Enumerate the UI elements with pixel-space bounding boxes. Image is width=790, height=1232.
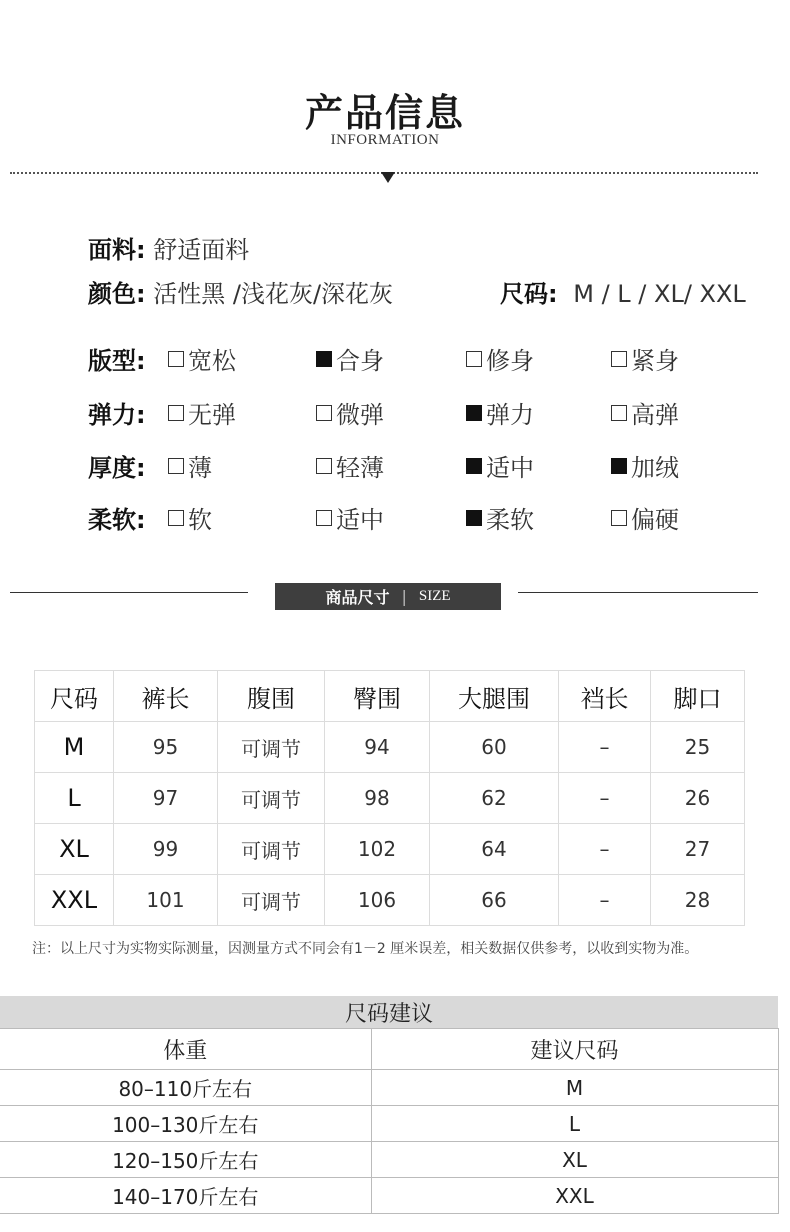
fabric-row xyxy=(88,230,249,265)
size-banner-label: 商品尺寸 xyxy=(325,588,390,607)
attribute-option-label: 微弹 xyxy=(336,401,384,429)
table-row xyxy=(35,875,745,926)
attribute-option-label: 适中 xyxy=(336,506,384,534)
attribute-option xyxy=(611,395,679,430)
unchecked-box-icon xyxy=(466,351,482,367)
attribute-option xyxy=(168,448,212,483)
attribute-option xyxy=(168,341,236,376)
attribute-option xyxy=(316,448,384,483)
table-row xyxy=(35,722,745,773)
table-cell: M xyxy=(35,722,114,773)
color-value: 活性黑 /浅花灰/深花灰 xyxy=(153,280,394,308)
table-cell: – xyxy=(559,875,651,926)
table-cell: 可调节 xyxy=(218,875,325,926)
attribute-option-label: 轻薄 xyxy=(336,454,384,482)
table-cell: XXL xyxy=(371,1178,778,1214)
size-label: 尺码: xyxy=(500,280,558,308)
color-label: 颜色: xyxy=(88,280,146,308)
recommendation-table xyxy=(0,1028,779,1214)
attribute-option xyxy=(466,395,534,430)
table-cell: 62 xyxy=(430,773,559,824)
table-header-row xyxy=(0,1029,778,1070)
table-cell: XXL xyxy=(35,875,114,926)
table-cell: 26 xyxy=(651,773,745,824)
attribute-option-label: 紧身 xyxy=(631,347,679,375)
table-header-row xyxy=(35,671,745,722)
table-row xyxy=(0,1070,778,1106)
column-header: 体重 xyxy=(0,1029,371,1070)
attribute-option-label: 柔软 xyxy=(486,506,534,534)
table-cell: 98 xyxy=(325,773,430,824)
attribute-label: 版型: xyxy=(88,347,146,375)
recommendation-title: 尺码建议 xyxy=(0,996,778,1028)
attribute-option xyxy=(466,448,534,483)
page-subtitle: INFORMATION xyxy=(330,132,440,148)
table-row xyxy=(0,1178,778,1214)
attribute-label: 厚度: xyxy=(88,454,146,482)
size-banner-en: SIZE xyxy=(418,588,451,604)
table-cell: 97 xyxy=(114,773,218,824)
table-cell: 28 xyxy=(651,875,745,926)
size-row xyxy=(500,274,746,309)
checked-box-icon xyxy=(466,510,482,526)
attribute-label: 弹力: xyxy=(88,401,146,429)
column-header: 裤长 xyxy=(114,671,218,722)
attribute-option-label: 弹力 xyxy=(486,401,534,429)
checked-box-icon xyxy=(466,458,482,474)
table-cell: – xyxy=(559,824,651,875)
attribute-option-label: 偏硬 xyxy=(631,506,679,534)
table-cell: 100–130斤左右 xyxy=(0,1106,371,1142)
fabric-label: 面料: xyxy=(88,236,146,264)
checked-box-icon xyxy=(466,405,482,421)
fabric-value: 舒适面料 xyxy=(153,236,250,264)
attribute-option-label: 高弹 xyxy=(631,401,679,429)
triangle-down-icon xyxy=(381,172,395,183)
table-cell: 60 xyxy=(430,722,559,773)
attribute-option-label: 宽松 xyxy=(188,347,236,375)
left-divider-line xyxy=(10,592,248,593)
checked-box-icon xyxy=(316,351,332,367)
size-table xyxy=(34,670,745,926)
unchecked-box-icon xyxy=(168,458,184,474)
attribute-option xyxy=(168,500,212,535)
table-cell: 120–150斤左右 xyxy=(0,1142,371,1178)
table-cell: 80–110斤左右 xyxy=(0,1070,371,1106)
page-title: 产品信息 xyxy=(304,91,465,135)
attribute-option xyxy=(168,395,236,430)
table-cell: XL xyxy=(371,1142,778,1178)
size-section-banner xyxy=(275,583,501,610)
attribute-option xyxy=(316,395,384,430)
column-header: 裆长 xyxy=(559,671,651,722)
unchecked-box-icon xyxy=(611,510,627,526)
table-cell: L xyxy=(371,1106,778,1142)
attribute-option-label: 加绒 xyxy=(631,454,679,482)
table-cell: 66 xyxy=(430,875,559,926)
table-cell: 106 xyxy=(325,875,430,926)
unchecked-box-icon xyxy=(168,405,184,421)
column-header: 尺码 xyxy=(35,671,114,722)
unchecked-box-icon xyxy=(316,510,332,526)
column-header: 大腿围 xyxy=(430,671,559,722)
column-header: 建议尺码 xyxy=(371,1029,778,1070)
attribute-option xyxy=(316,341,384,376)
column-header: 腹围 xyxy=(218,671,325,722)
column-header: 脚口 xyxy=(651,671,745,722)
table-cell: 101 xyxy=(114,875,218,926)
unchecked-box-icon xyxy=(168,510,184,526)
attribute-option-label: 软 xyxy=(188,506,212,534)
measurement-note: 注：以上尺寸为实物实际测量，因测量方式不同会有1－2 厘米误差，相关数据仅供参考，以收到实物为准。 xyxy=(32,941,699,957)
size-banner-divider: | xyxy=(401,587,407,606)
attribute-label: 柔软: xyxy=(88,506,146,534)
table-cell: 140–170斤左右 xyxy=(0,1178,371,1214)
unchecked-box-icon xyxy=(316,405,332,421)
table-row xyxy=(35,824,745,875)
size-value: M / L / XL/ XXL xyxy=(573,280,746,308)
right-divider-line xyxy=(518,592,758,593)
attribute-option-label: 适中 xyxy=(486,454,534,482)
attribute-option xyxy=(611,341,679,376)
attribute-option xyxy=(466,341,534,376)
table-cell: M xyxy=(371,1070,778,1106)
table-cell: 95 xyxy=(114,722,218,773)
table-cell: 94 xyxy=(325,722,430,773)
table-cell: – xyxy=(559,722,651,773)
table-cell: 64 xyxy=(430,824,559,875)
column-header: 臀围 xyxy=(325,671,430,722)
attribute-option-label: 修身 xyxy=(486,347,534,375)
attribute-option-label: 薄 xyxy=(188,454,212,482)
attribute-option xyxy=(466,500,534,535)
attribute-option xyxy=(611,448,679,483)
table-row xyxy=(0,1106,778,1142)
table-cell: 99 xyxy=(114,824,218,875)
attribute-option-label: 无弹 xyxy=(188,401,236,429)
unchecked-box-icon xyxy=(168,351,184,367)
table-cell: L xyxy=(35,773,114,824)
table-cell: XL xyxy=(35,824,114,875)
unchecked-box-icon xyxy=(316,458,332,474)
attribute-option xyxy=(611,500,679,535)
unchecked-box-icon xyxy=(611,405,627,421)
unchecked-box-icon xyxy=(611,351,627,367)
table-cell: 可调节 xyxy=(218,722,325,773)
attribute-option-label: 合身 xyxy=(336,347,384,375)
checked-box-icon xyxy=(611,458,627,474)
table-cell: 可调节 xyxy=(218,824,325,875)
table-row xyxy=(0,1142,778,1178)
table-cell: 27 xyxy=(651,824,745,875)
table-cell: 102 xyxy=(325,824,430,875)
table-cell: – xyxy=(559,773,651,824)
color-row xyxy=(88,274,393,309)
attribute-option xyxy=(316,500,384,535)
table-row xyxy=(35,773,745,824)
table-cell: 可调节 xyxy=(218,773,325,824)
table-cell: 25 xyxy=(651,722,745,773)
